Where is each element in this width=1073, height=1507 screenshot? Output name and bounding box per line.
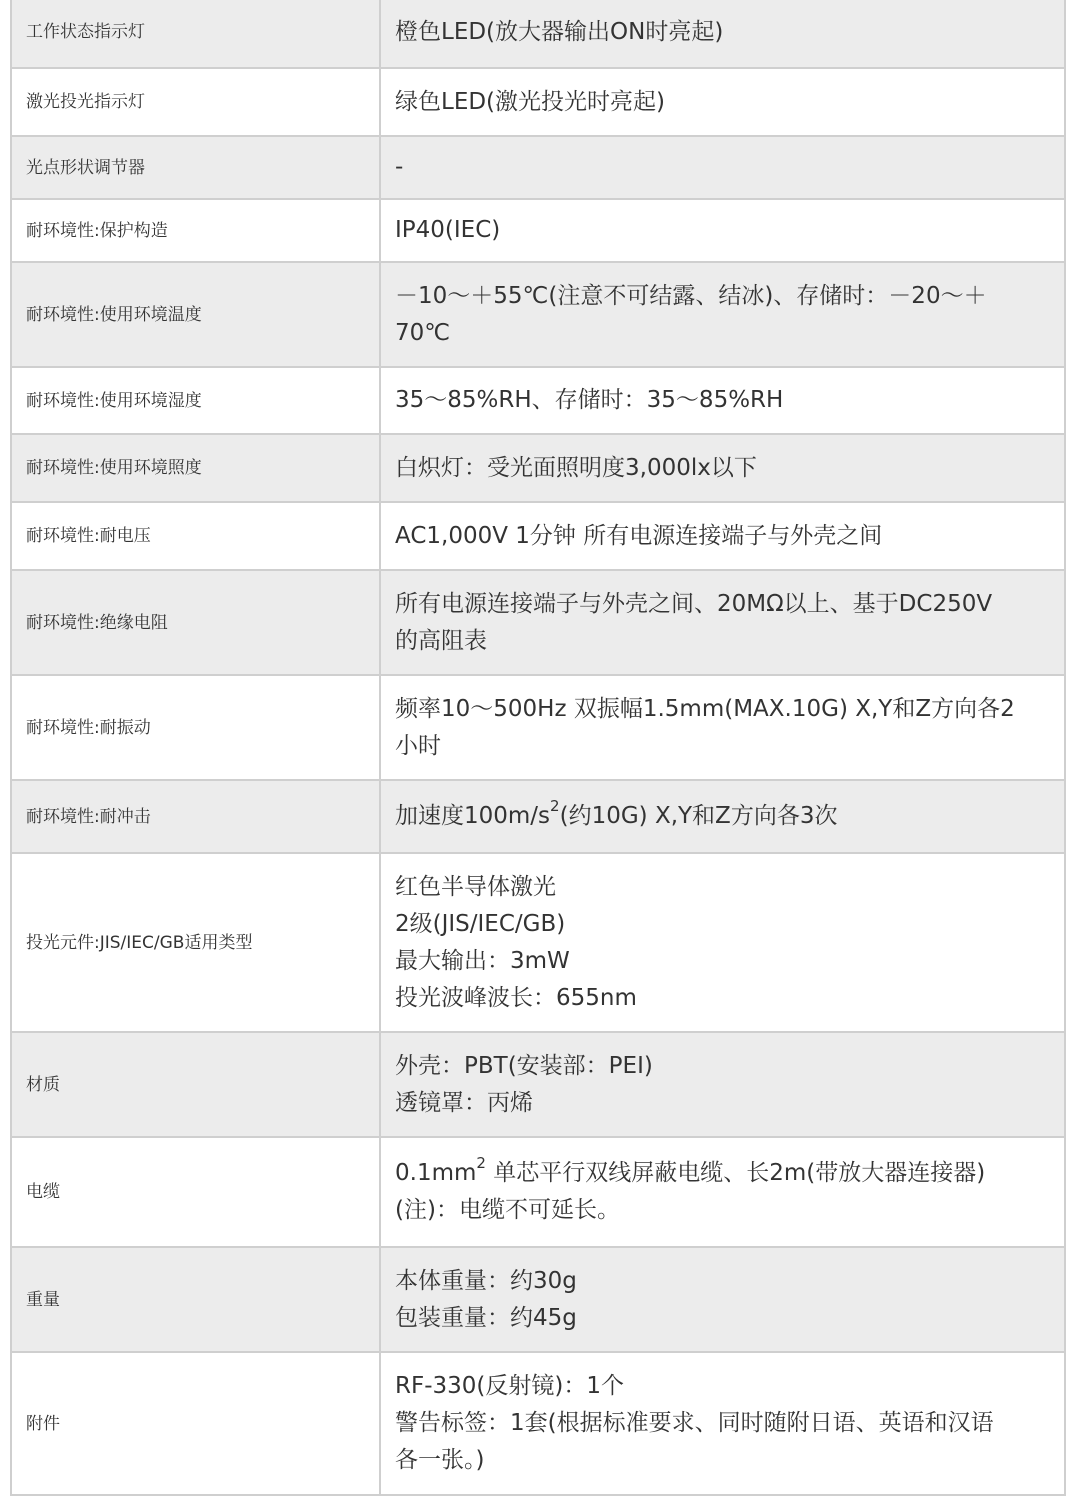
spec-label: 耐环境性:耐冲击 xyxy=(11,780,380,853)
spec-table xyxy=(10,0,1066,1496)
spec-value xyxy=(380,502,1065,570)
spec-value xyxy=(380,199,1065,262)
spec-value-line: 警告标签：1套(根据标准要求、同时随附日语、英语和汉语 xyxy=(395,1410,994,1436)
spec-value-line: 橙色LED(放大器输出ON时亮起) xyxy=(395,18,724,45)
spec-value-line: 投光波峰波长：655nm xyxy=(395,984,637,1011)
spec-row xyxy=(11,68,1065,136)
spec-row xyxy=(11,1032,1065,1137)
spec-value xyxy=(380,675,1065,780)
spec-row xyxy=(11,0,1065,68)
spec-value-line: 红色半导体激光 xyxy=(395,873,556,900)
spec-label: 电缆 xyxy=(11,1137,380,1247)
spec-value xyxy=(380,780,1065,853)
spec-value-line xyxy=(395,798,1050,835)
spec-value-line: 35～85%RH、存储时：35～85%RH xyxy=(395,387,784,413)
spec-value-line: 外壳：PBT(安装部：PEI) xyxy=(395,1052,653,1079)
spec-value-line: 透镜罩：丙烯 xyxy=(395,1089,533,1116)
spec-value xyxy=(380,1032,1065,1137)
spec-label: 材质 xyxy=(11,1032,380,1137)
spec-value xyxy=(380,1352,1065,1495)
spec-value-line: 70℃ xyxy=(395,319,451,346)
spec-row xyxy=(11,434,1065,502)
spec-row xyxy=(11,675,1065,780)
spec-value xyxy=(380,136,1065,199)
spec-row xyxy=(11,1352,1065,1495)
spec-value xyxy=(380,1137,1065,1247)
spec-row xyxy=(11,367,1065,434)
spec-value xyxy=(380,570,1065,675)
spec-row xyxy=(11,136,1065,199)
spec-label: 耐环境性:绝缘电阻 xyxy=(11,570,380,675)
spec-label: 光点形状调节器 xyxy=(11,136,380,199)
spec-label: 附件 xyxy=(11,1352,380,1495)
spec-value-line: RF-330(反射镜)：1个 xyxy=(395,1373,624,1399)
spec-label: 重量 xyxy=(11,1247,380,1352)
spec-value-line: - xyxy=(395,154,404,180)
superscript: 2 xyxy=(550,797,560,816)
spec-value-text: (约10G) X,Y和Z方向各3次 xyxy=(559,803,838,829)
spec-value-text: 0.1mm xyxy=(395,1160,477,1186)
spec-row xyxy=(11,570,1065,675)
spec-value-line: 白炽灯：受光面照明度3,000lx以下 xyxy=(395,454,757,481)
spec-value-line: 小时 xyxy=(395,732,441,759)
spec-label: 耐环境性:使用环境温度 xyxy=(11,262,380,367)
superscript: 2 xyxy=(476,1154,486,1173)
spec-value-line: 各一张。) xyxy=(395,1447,485,1473)
spec-row xyxy=(11,1137,1065,1247)
spec-label: 耐环境性:使用环境照度 xyxy=(11,434,380,502)
spec-row xyxy=(11,199,1065,262)
spec-value-line: 本体重量：约30g xyxy=(395,1267,577,1294)
spec-label: 耐环境性:耐电压 xyxy=(11,502,380,570)
spec-value-line: 绿色LED(激光投光时亮起) xyxy=(395,88,666,115)
spec-label: 投光元件:JIS/IEC/GB适用类型 xyxy=(11,853,380,1032)
spec-row xyxy=(11,502,1065,570)
spec-value-text: 加速度100m/s xyxy=(395,803,551,829)
spec-row xyxy=(11,262,1065,367)
spec-value xyxy=(380,853,1065,1032)
spec-value xyxy=(380,434,1065,502)
spec-value xyxy=(380,68,1065,136)
spec-label: 耐环境性:使用环境湿度 xyxy=(11,367,380,434)
spec-value-line: 包装重量：约45g xyxy=(395,1304,577,1331)
spec-value xyxy=(380,1247,1065,1352)
spec-value-line: 2级(JIS/IEC/GB) xyxy=(395,910,566,937)
spec-value-line: 的高阻表 xyxy=(395,627,487,654)
spec-value-text: 单芯平行双线屏蔽电缆、长2m(带放大器连接器) xyxy=(485,1160,986,1186)
spec-value-line: (注)：电缆不可延长。 xyxy=(395,1197,620,1223)
spec-value xyxy=(380,0,1065,68)
spec-value-line: 频率10～500Hz 双振幅1.5mm(MAX.10G) X,Y和Z方向各2 xyxy=(395,695,1015,722)
spec-row xyxy=(11,853,1065,1032)
spec-value xyxy=(380,367,1065,434)
spec-row xyxy=(11,1247,1065,1352)
spec-value-line xyxy=(395,1155,1050,1192)
spec-value-line: AC1,000V 1分钟 所有电源连接端子与外壳之间 xyxy=(395,522,883,549)
spec-table-body xyxy=(11,0,1065,1495)
spec-label: 耐环境性:保护构造 xyxy=(11,199,380,262)
spec-value-line: 所有电源连接端子与外壳之间、20MΩ以上、基于DC250V xyxy=(395,590,993,617)
spec-value xyxy=(380,262,1065,367)
spec-value-line: 最大输出：3mW xyxy=(395,947,570,974)
spec-label: 耐环境性:耐振动 xyxy=(11,675,380,780)
spec-value-line: IP40(IEC) xyxy=(395,217,501,243)
spec-label: 工作状态指示灯 xyxy=(11,0,380,68)
spec-row xyxy=(11,780,1065,853)
spec-label: 激光投光指示灯 xyxy=(11,68,380,136)
spec-value-line: －10～＋55℃(注意不可结露、结冰)、存储时：－20～＋ xyxy=(395,282,987,309)
